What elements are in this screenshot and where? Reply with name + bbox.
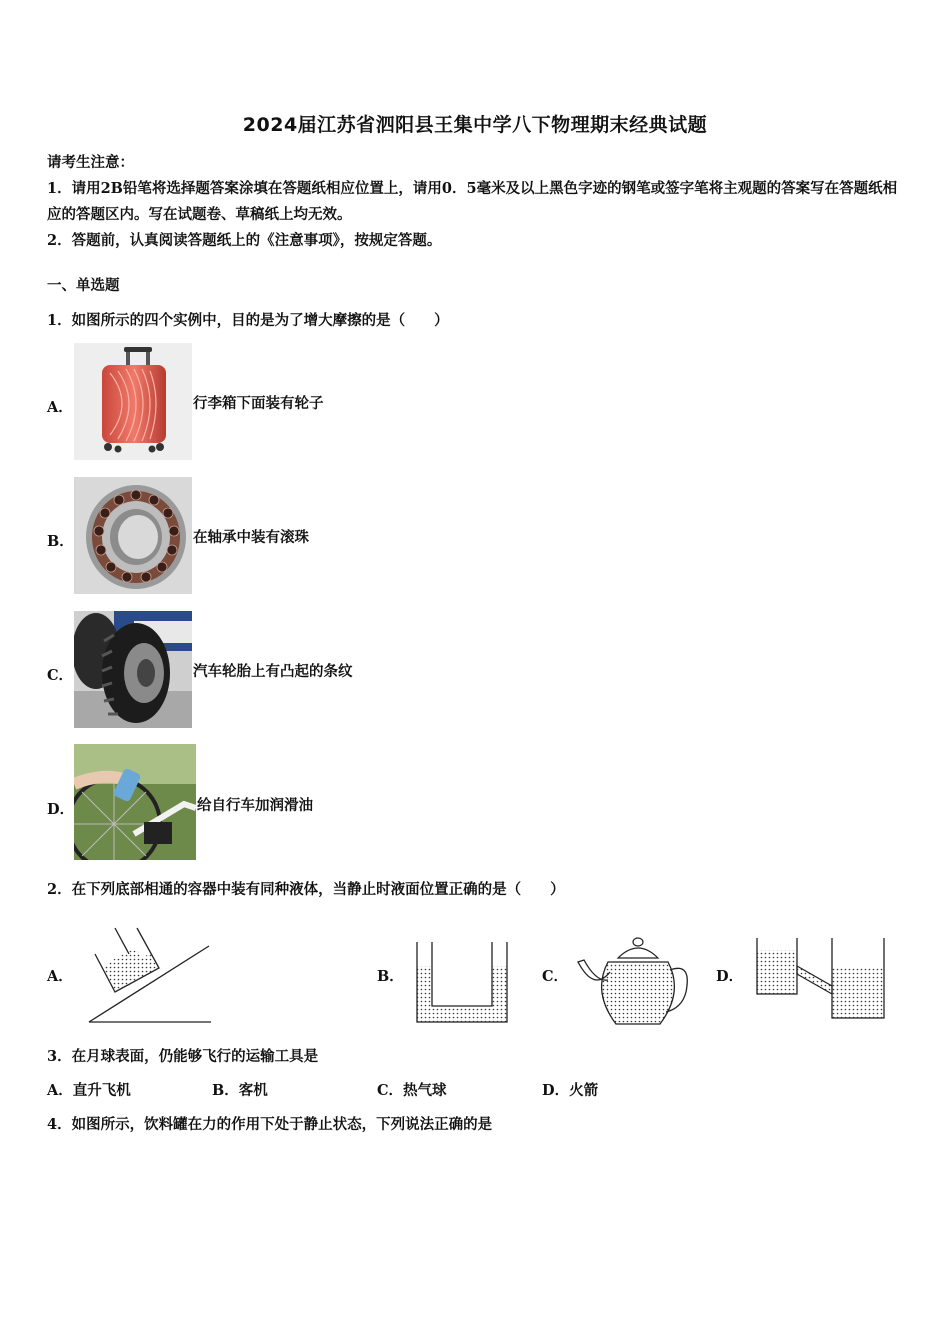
q1-option-b-text: 在轴承中装有滚珠 xyxy=(193,529,309,546)
notice-header: 请考生注意： xyxy=(47,154,134,171)
q4-stem: 4．如图所示，饮料罐在力的作用下处于静止状态，下列说法正确的是 xyxy=(47,1116,493,1133)
notice-block xyxy=(47,150,907,254)
q1-stem: 1．如图所示的四个实例中，目的是为了增大摩擦的是（ ） xyxy=(47,312,449,329)
q3-option-c xyxy=(377,1078,447,1104)
notice-line-1: 1．请用2B铅笔将选择题答案涂填在答题纸相应位置上，请用0．5毫米及以上黑色字迹的钢笔或签字笔将主观题的答案写在答题纸相应的答题区内。写在试题卷、草稿纸上均无效。 xyxy=(47,180,898,223)
section-heading: 一、单选题 xyxy=(47,277,120,294)
q1-option-d-letter: D． xyxy=(47,801,75,818)
slanted-connected-vessel xyxy=(85,922,215,1024)
q1-option-c-text: 汽车轮胎上有凸起的条纹 xyxy=(193,663,353,680)
ball-bearing-photo xyxy=(74,477,192,594)
q1-option-a-text: 行李箱下面装有轮子 xyxy=(193,395,324,412)
q2-option-d-letter: D． xyxy=(716,968,744,985)
q3-option-a xyxy=(47,1078,131,1104)
q3-option-d xyxy=(542,1078,598,1104)
page-title: 2024届江苏省泗阳县王集中学八下物理期末经典试题 xyxy=(242,114,708,136)
q3-option-c-letter: C． xyxy=(377,1082,404,1099)
q2-option-c-letter: C． xyxy=(542,968,569,985)
q3-option-c-text: 热气球 xyxy=(403,1082,447,1099)
q2-option-b-letter: B． xyxy=(377,968,404,985)
q3-option-b-letter: B． xyxy=(212,1082,239,1099)
q1-option-b-letter: B． xyxy=(47,533,74,550)
q3-option-a-letter: A． xyxy=(47,1082,73,1099)
tractor-tire-photo xyxy=(74,611,192,728)
suitcase-photo xyxy=(74,343,192,460)
q3-option-a-text: 直升飞机 xyxy=(72,1082,131,1099)
q1-option-c-letter: C． xyxy=(47,667,74,684)
q3-option-d-letter: D． xyxy=(542,1082,570,1099)
q1-option-a-letter: A． xyxy=(47,399,73,416)
q3-option-b-text: 客机 xyxy=(238,1082,268,1099)
q2-option-a-letter: A． xyxy=(47,968,73,985)
q1-option-d-text: 给自行车加润滑油 xyxy=(197,797,313,814)
notice-line-2: 2．答题前，认真阅读答题纸上的《注意事项》，按规定答题。 xyxy=(47,232,442,249)
teapot xyxy=(574,932,692,1030)
q2-stem: 2．在下列底部相通的容器中装有同种液体，当静止时液面位置正确的是（ ） xyxy=(47,881,565,898)
bicycle-oil-photo xyxy=(74,744,196,860)
q3-option-b xyxy=(212,1078,268,1104)
q3-option-d-text: 火箭 xyxy=(569,1082,599,1099)
q3-stem: 3．在月球表面，仍能够飞行的运输工具是 xyxy=(47,1048,319,1065)
u-tube-vessel xyxy=(412,940,512,1025)
two-tanks-with-pipe xyxy=(752,936,892,1024)
